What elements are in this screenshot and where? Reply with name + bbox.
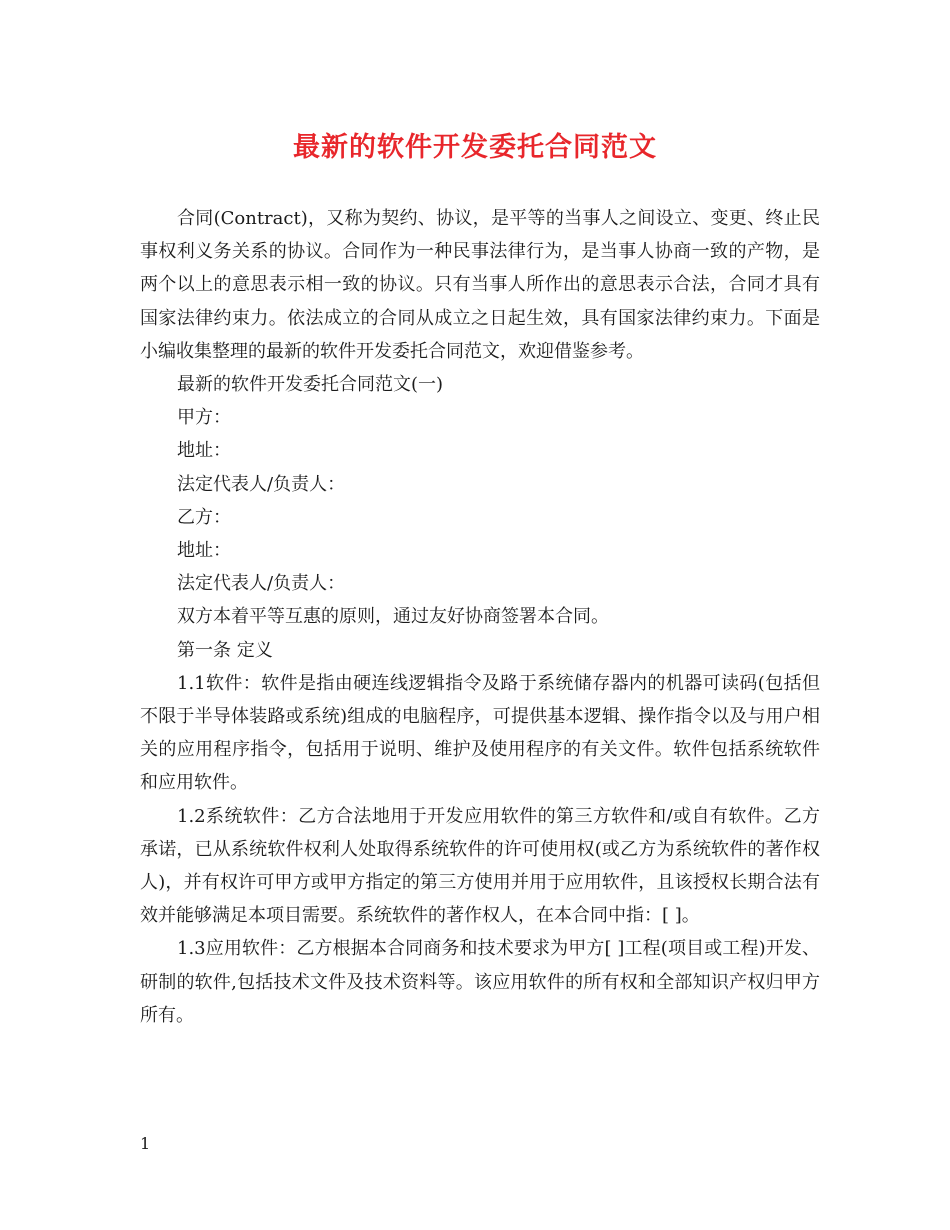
party-a-address-label: 地址： <box>177 440 231 462</box>
party-b-representative-label: 法定代表人/负责人： <box>177 573 346 595</box>
agreement-statement: 双方本着平等互惠的原则，通过友好协商签署本合同。 <box>177 606 609 628</box>
document-body <box>140 202 820 1032</box>
party-b-address-label: 地址： <box>177 540 231 562</box>
clause-1-3: 1.3应用软件：乙方根据本合同商务和技术要求为甲方[ ]工程(项目或工程)开发、研制的软件,包括技术文件及技术资料等。该应用软件的所有权和全部知识产权归甲方所有。 <box>140 938 820 1026</box>
clause-1-2: 1.2系统软件：乙方合法地用于开发应用软件的第三方软件和/或自有软件。乙方承诺，已从系统软件权利人处取得系统软件的许可使用权(或乙方为系统软件的著作权人)，并有权许可甲方或甲方指定的第三方使用并用于应用软件，且该授权长期合法有效并能够满足本项目需要。系统软件的著作权人，在本合同中指：[ ]。 <box>140 805 820 927</box>
article-one-heading: 第一条 定义 <box>177 639 273 661</box>
page-number: 1 <box>140 1134 151 1153</box>
section-heading: 最新的软件开发委托合同范文(一) <box>177 374 444 396</box>
document-title: 最新的软件开发委托合同范文 <box>293 132 657 163</box>
intro-paragraph: 合同(Contract)，又称为契约、协议，是平等的当事人之间设立、变更、终止民事权利义务关系的协议。合同作为一种民事法律行为，是当事人协商一致的产物，是两个以上的意思表示相一致的协议。只有当事人所作出的意思表示合法，合同才具有国家法律约束力。依法成立的合同从成立之日起生效，具有国家法律约束力。下面是小编收集整理的最新的软件开发委托合同范文，欢迎借鉴参考。 <box>140 208 820 362</box>
party-a-representative-label: 法定代表人/负责人： <box>177 473 346 495</box>
clause-1-1: 1.1软件：软件是指由硬连线逻辑指令及路于系统储存器内的机器可读码(包括但不限于半导体装路或系统)组成的电脑程序，可提供基本逻辑、操作指令以及与用户相关的应用程序指令，包括用于说明、维护及使用程序的有关文件。软件包括系统软件和应用软件。 <box>140 672 820 794</box>
party-b-label: 乙方： <box>177 506 231 528</box>
party-a-label: 甲方： <box>177 407 231 429</box>
